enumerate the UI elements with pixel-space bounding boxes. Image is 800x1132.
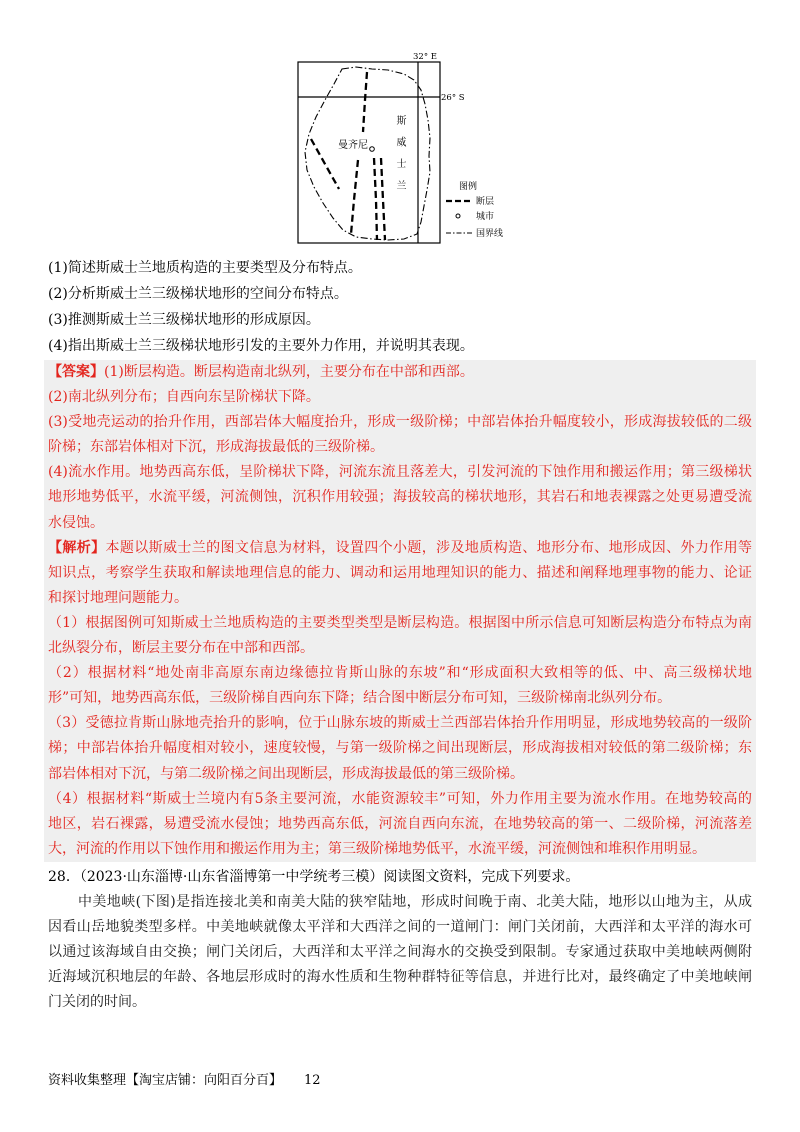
analysis-line: （3）受德拉肯斯山脉地壳抬升的影响，位于山脉东坡的斯威士兰西部岩体抬升作用明显，形成地势较高的一级阶 xyxy=(48,715,752,732)
legend-label-border: 国界线 xyxy=(476,229,504,239)
latitude-label: 26° S xyxy=(441,93,465,103)
analysis-line: 形”可知，地势西高东低，三级阶梯自西向东下降；结合图中断层分布可知，三级阶梯南北纵列分布。 xyxy=(48,690,672,707)
page-number: 12 xyxy=(304,1073,321,1088)
answer-label: 【答案】 xyxy=(48,364,104,380)
analysis-line: 北纵裂分布，断层主要分布在中部和西部。 xyxy=(48,640,314,657)
legend-label-city: 城市 xyxy=(476,212,495,222)
question-list xyxy=(48,255,752,359)
question-line: (1)简述斯威士兰地质构造的主要类型及分布特点。 xyxy=(48,260,362,276)
fault-line xyxy=(311,139,339,189)
country-label: 斯威士兰 xyxy=(394,115,405,202)
footer-source: 资料收集整理【淘宝店铺：向阳百分百】 xyxy=(48,1073,283,1088)
analysis-line: （1）根据图例可知斯威士兰地质构造的主要类型类型是断层构造。根据图中所示信息可知断层构造分布特点为南 xyxy=(48,614,752,631)
question-line: (2)分析斯威士兰三级梯状地形的空间分布特点。 xyxy=(48,286,348,302)
city-dot-icon xyxy=(456,214,460,218)
answer-block xyxy=(44,360,756,862)
city-label: 曼齐尼 xyxy=(338,140,368,151)
fault-line xyxy=(363,72,367,132)
fault-line xyxy=(374,158,377,240)
material-line: 门关闭的时间。 xyxy=(48,994,146,1011)
answer-line: 地形地势低平，水流平缓，河流侧蚀，沉积作用较强；海拔较高的梯状地形，其岩石和地表裸露之处更易遭受流 xyxy=(48,489,752,506)
fault-line xyxy=(381,158,385,240)
page-footer xyxy=(48,1071,752,1091)
question-28 xyxy=(48,865,752,1016)
city-marker xyxy=(370,147,375,152)
question-line: (4)指出斯威士兰三级梯状地形引发的主要外力作用，并说明其表现。 xyxy=(48,338,474,354)
question-heading: 28．（2023·山东淄博·山东省淄博第一中学统考三模）阅读图文资料，完成下列要求。 xyxy=(48,868,580,885)
legend-title: 图例 xyxy=(459,182,478,192)
country-border xyxy=(305,67,430,240)
analysis-line: （2）根据材料“地处南非高原东南边缘德拉肯斯山脉的东坡”和“形成面积大致相等的低、中、高三级梯状地 xyxy=(48,665,752,682)
analysis-label: 【解析】 xyxy=(48,539,106,556)
analysis-line: 知识点，考察学生获取和解读地理信息的能力、调动和运用地理知识的能力、描述和阐释地理事物的能力、论证 xyxy=(48,564,752,581)
answer-line: 水侵蚀。 xyxy=(48,514,104,531)
analysis-line xyxy=(48,536,752,561)
analysis-line: 大，河流的作用以下蚀作用和搬运作用为主；第三级阶梯地势低平，水流平缓，河流侧蚀和堆积作用明显。 xyxy=(48,840,706,857)
answer-line: (3)受地壳运动的抬升作用，西部岩体大幅度抬升，形成一级阶梯；中部岩体抬升幅度较小，形成海拔较低的二级 xyxy=(48,414,752,431)
answer-text: (1)断层构造。断层构造南北纵列，主要分布在中部和西部。 xyxy=(104,364,474,380)
answer-line xyxy=(48,360,752,385)
answer-line: 阶梯；东部岩体相对下沉，形成海拔最低的三级阶梯。 xyxy=(48,439,384,456)
analysis-line: （4）根据材料“斯威士兰境内有5条主要河流，水能资源较丰”可知，外力作用主要为流水作用。在地势较高的 xyxy=(48,790,752,807)
legend-label-fault: 断层 xyxy=(476,197,495,207)
material-line: 以通过该海域自由交换；闸门关闭后，大西洋和太平洋之间海水的交换受到限制。专家通过获取中美地峡两侧附 xyxy=(48,944,752,961)
analysis-line: 地区，岩石裸露，易遭受流水侵蚀；地势西高东低，河流自西向东流，在地势较高的第一、二级阶梯，河流落差 xyxy=(48,815,752,832)
material-line: 近海域沉积地层的年龄、各地层形成时的海水性质和生物种群特征等信息，并进行比对，最终确定了中美地峡闸 xyxy=(48,969,752,986)
question-line: (3)推测斯威士兰三级梯状地形的形成原因。 xyxy=(48,312,320,328)
longitude-label: 32° E xyxy=(413,52,437,62)
answer-line: (2)南北纵列分布；自西向东呈阶梯状下降。 xyxy=(48,389,320,406)
analysis-text: 本题以斯威士兰的图文信息为材料，设置四个小题，涉及地质构造、地形分布、地形成因、外力作用等 xyxy=(105,539,752,556)
analysis-line: 梯；中部岩体抬升幅度相对较小，速度较慢，与第一级阶梯之间出现断层，形成海拔相对较低的第二级阶梯；东 xyxy=(48,740,752,757)
answer-line: (4)流水作用。地势西高东低，呈阶梯状下降，河流东流且落差大，引发河流的下蚀作用和搬运作用；第三级梯状 xyxy=(48,464,752,481)
material-line: 中美地峡(下图)是指连接北美和南美大陆的狭窄陆地，形成时间晚于南、北美大陆，地形以山地为主，从成 xyxy=(78,893,752,910)
analysis-line: 部岩体相对下沉，与第二级阶梯之间出现断层，形成海拔最低的第三级阶梯。 xyxy=(48,765,524,782)
material-line: 因看山岳地貌类型多样。中美地峡就像太平洋和大西洋之间的一道闸门：闸门关闭前，大西洋和太平洋的海水可 xyxy=(48,918,752,935)
fault-line xyxy=(351,160,358,234)
analysis-line: 和探讨地理问题能力。 xyxy=(48,589,188,606)
